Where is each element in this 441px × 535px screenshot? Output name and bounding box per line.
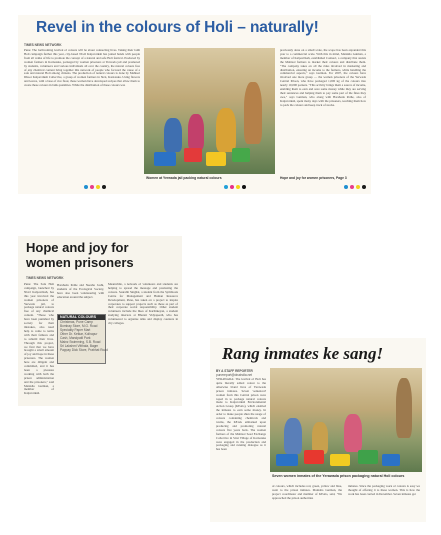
colour-dots-left [84,185,106,189]
colour-bucket [154,152,176,166]
clip1-continued-note: Hope and joy for women prisoners, Page 3 [280,176,347,180]
clip3-email: punereport@dnaindia.net [216,373,253,377]
color-dot [90,185,94,189]
box-item: Other Dr. Ketkar, Kolhapur [60,332,98,336]
color-dot [96,185,100,189]
box-item: Speciality Paper Mart [60,328,91,332]
figure-shape [284,418,302,454]
natural-colours-box-title: NATURAL COLOURS [58,315,105,320]
colour-bucket [382,454,400,466]
clip2-column-1: Pune: The Safe Holi campaign, launched by NGO Kalpavriksh, has this year involved the women prisoners of Yerwada jail, to package natural colours free of any chemical content. "Those who have been punished by society for their mistakes, also need help to come to terms with their failures and to rebuild their lives. Through this project, we find that we have brought a small amount of joy and hope in these prisoners. The women here are diligent and committed, and it has been a pleasure working with both the prison administration and the prisoners," said Manisha Gutman, a member of Kalpavriksh. [24,283,54,396]
figure-shape [164,118,182,152]
clip3-photo-caption: Seven women inmates of the Yerawada prison packaging natural Holi colours [272,474,405,478]
box-item: Pappay Dick Store, Prabhat Road [60,348,108,352]
color-dot [242,185,246,189]
figure-shape [216,108,236,152]
figure-shape [188,114,204,150]
clip1-photo [144,48,275,174]
clipping-hope-and-joy [18,236,182,406]
clip1-headline: Revel in the colours of Holi – naturally! [36,19,319,36]
box-item: Bombay Store, M.G. Road [60,324,98,328]
clip2-byline: TIMES NEWS NETWORK [26,276,64,280]
clip1-column-1: Pune: The forthcoming festival of colours will be about connecting lives. Taking their faith Holi campaign further this year, city-based NGO Kalpavriksh has joined hands with people from all walks of life to promote the concept of a natural and safe Holi festival. Produced by women farmers in Karnataka, packaged by women prisoners at Yerwada jail and promoted by students, volunteers and various individuals all over the country, the natural colours free of any chemical content bring together this network of people who forward the cause of a safe and natural Holi among citizens. The production of natural colours is done by Mahisol Dhoor Kalpavriksh Collective, a group of women farmers in Sirsi, Karnataka. Using flowers and leaves, with a base of rice flour, these women have developed recipes that allow them to create these colours in bulk quantities. While the distribution of these colours was [24,49,140,88]
clip3-column-3: inmates. Since the packaging work of colours is easy we thought of offering it to these women. This is how the work has been carried in December. Seven inmates got [348,485,420,496]
colour-bucket [276,454,298,466]
clip3-photo [270,368,422,472]
color-dot [362,185,366,189]
clipping-revel-in-colours [18,15,371,194]
colour-bucket [330,454,350,466]
clip1-byline: TIMES NEWS NETWORK [24,43,62,47]
box-item: Cash, Mandpatil Park [60,336,91,340]
clip1-photo-caption: Women at Yerwada jail packing natural colours [146,176,222,180]
clip3-column-2: of colours, which includes red, green, yellow and blue, went to the prison inmates. Manisha Gutman, the project coordinator and member of KEAG, said, "We approached the prison authorities [272,485,342,500]
colour-bucket [304,450,324,464]
color-dot [236,185,240,189]
color-dot [350,185,354,189]
colour-dots-right [344,185,366,189]
color-dot [102,185,106,189]
colour-bucket [184,148,202,162]
clip2-column-2-top: Harshada Pethe and Neesha Joshi, students of the Ecological Society, have also been volunteering with education around the subject. [57,284,104,299]
box-item: Christmas, Pune Camp [60,320,93,324]
colour-bucket [232,148,250,162]
color-dot [224,185,228,189]
colour-dots-mid [224,185,246,189]
color-dot [356,185,360,189]
clip3-headline: Rang inmates ke sang! [222,344,384,363]
colour-bucket [358,450,378,464]
clip1-column-2: previously done on a small scale, the scope has been expanded this year to a commercial scale. With this in mind, Manisha Gutman, a member of Kalpavriksh, established Connect, a company that assists the Mahisol farmers to market their colours and distribute them. "The company takes on all the risks involved in marketing and distribution, ensuring an income to the farmers, while handling the commercial aspects," says Gutman. For 2007, the colours have involved one more group — the women prisoners of the Yerwada Central Prison, who have packaged 1,000 kg of the colours into nearly 10,000 packets. "This activity brings them a source of income, enabling them to earn and save some money while they are serving their sentences and helping them to pay some part of the fines they owe," says Gutman, who along with Harshada Pethe, also of Kalpavriksh, spent many days with the prisoners, teaching them how to pack the colours and keep track of stocks. [280,49,366,107]
color-dot [230,185,234,189]
figure-shape [344,414,362,452]
clipping-rang-inmates [210,338,426,522]
clip2-headline: Hope and joy for women prisoners [26,240,134,270]
colour-bucket [206,152,226,166]
box-item: Mainz Swimming, S.B. Road [60,340,101,344]
clip3-column-1: YERAWADA: The festival of Holi has quite literally added colour to the otherwise bland lives of Yerawada prison inmates. Seven 'sentenced' women from this Central prison were roped in to package natural colours made to Kalpavriksh Environmental Action Group (KEAG), which enabled the inmates to earn some money. In order to make people shun the usage of colours containing chemicals and toxins, the KEAG embarked upon producing and promoting natural colours five years back. The women farmers of the Mahisol Seed Exchange Collective in Sirsi Village of Karnataka were engaged in the production and packaging and running dialogue as it has been [216,378,266,452]
color-dot [344,185,348,189]
box-item: Sri Lakshmi Vitthala, Bagm [60,344,99,348]
figure-shape [244,82,262,144]
clip3-byline: BY A STAFF REPORTER [216,369,253,373]
color-dot [84,185,88,189]
figure-shape [396,378,412,438]
clip2-column-2: Meanwhile, a network of volunteers and students are helping to spread the message and promoting the colours. Saurabh Singhal, a student from the Symbiosis Centre for Management and Human Resource Development, Pune, has taken on a project to inspire corporates to support projects such as these as part of their corporate social responsibility. Other student volunteers include the likes of Karthikeyan, a student studying interiors at Bharati Vidyapeeth, who has volunteered to organise talks and display counters in city colleges. [108,283,178,326]
natural-colours-box [57,314,106,364]
